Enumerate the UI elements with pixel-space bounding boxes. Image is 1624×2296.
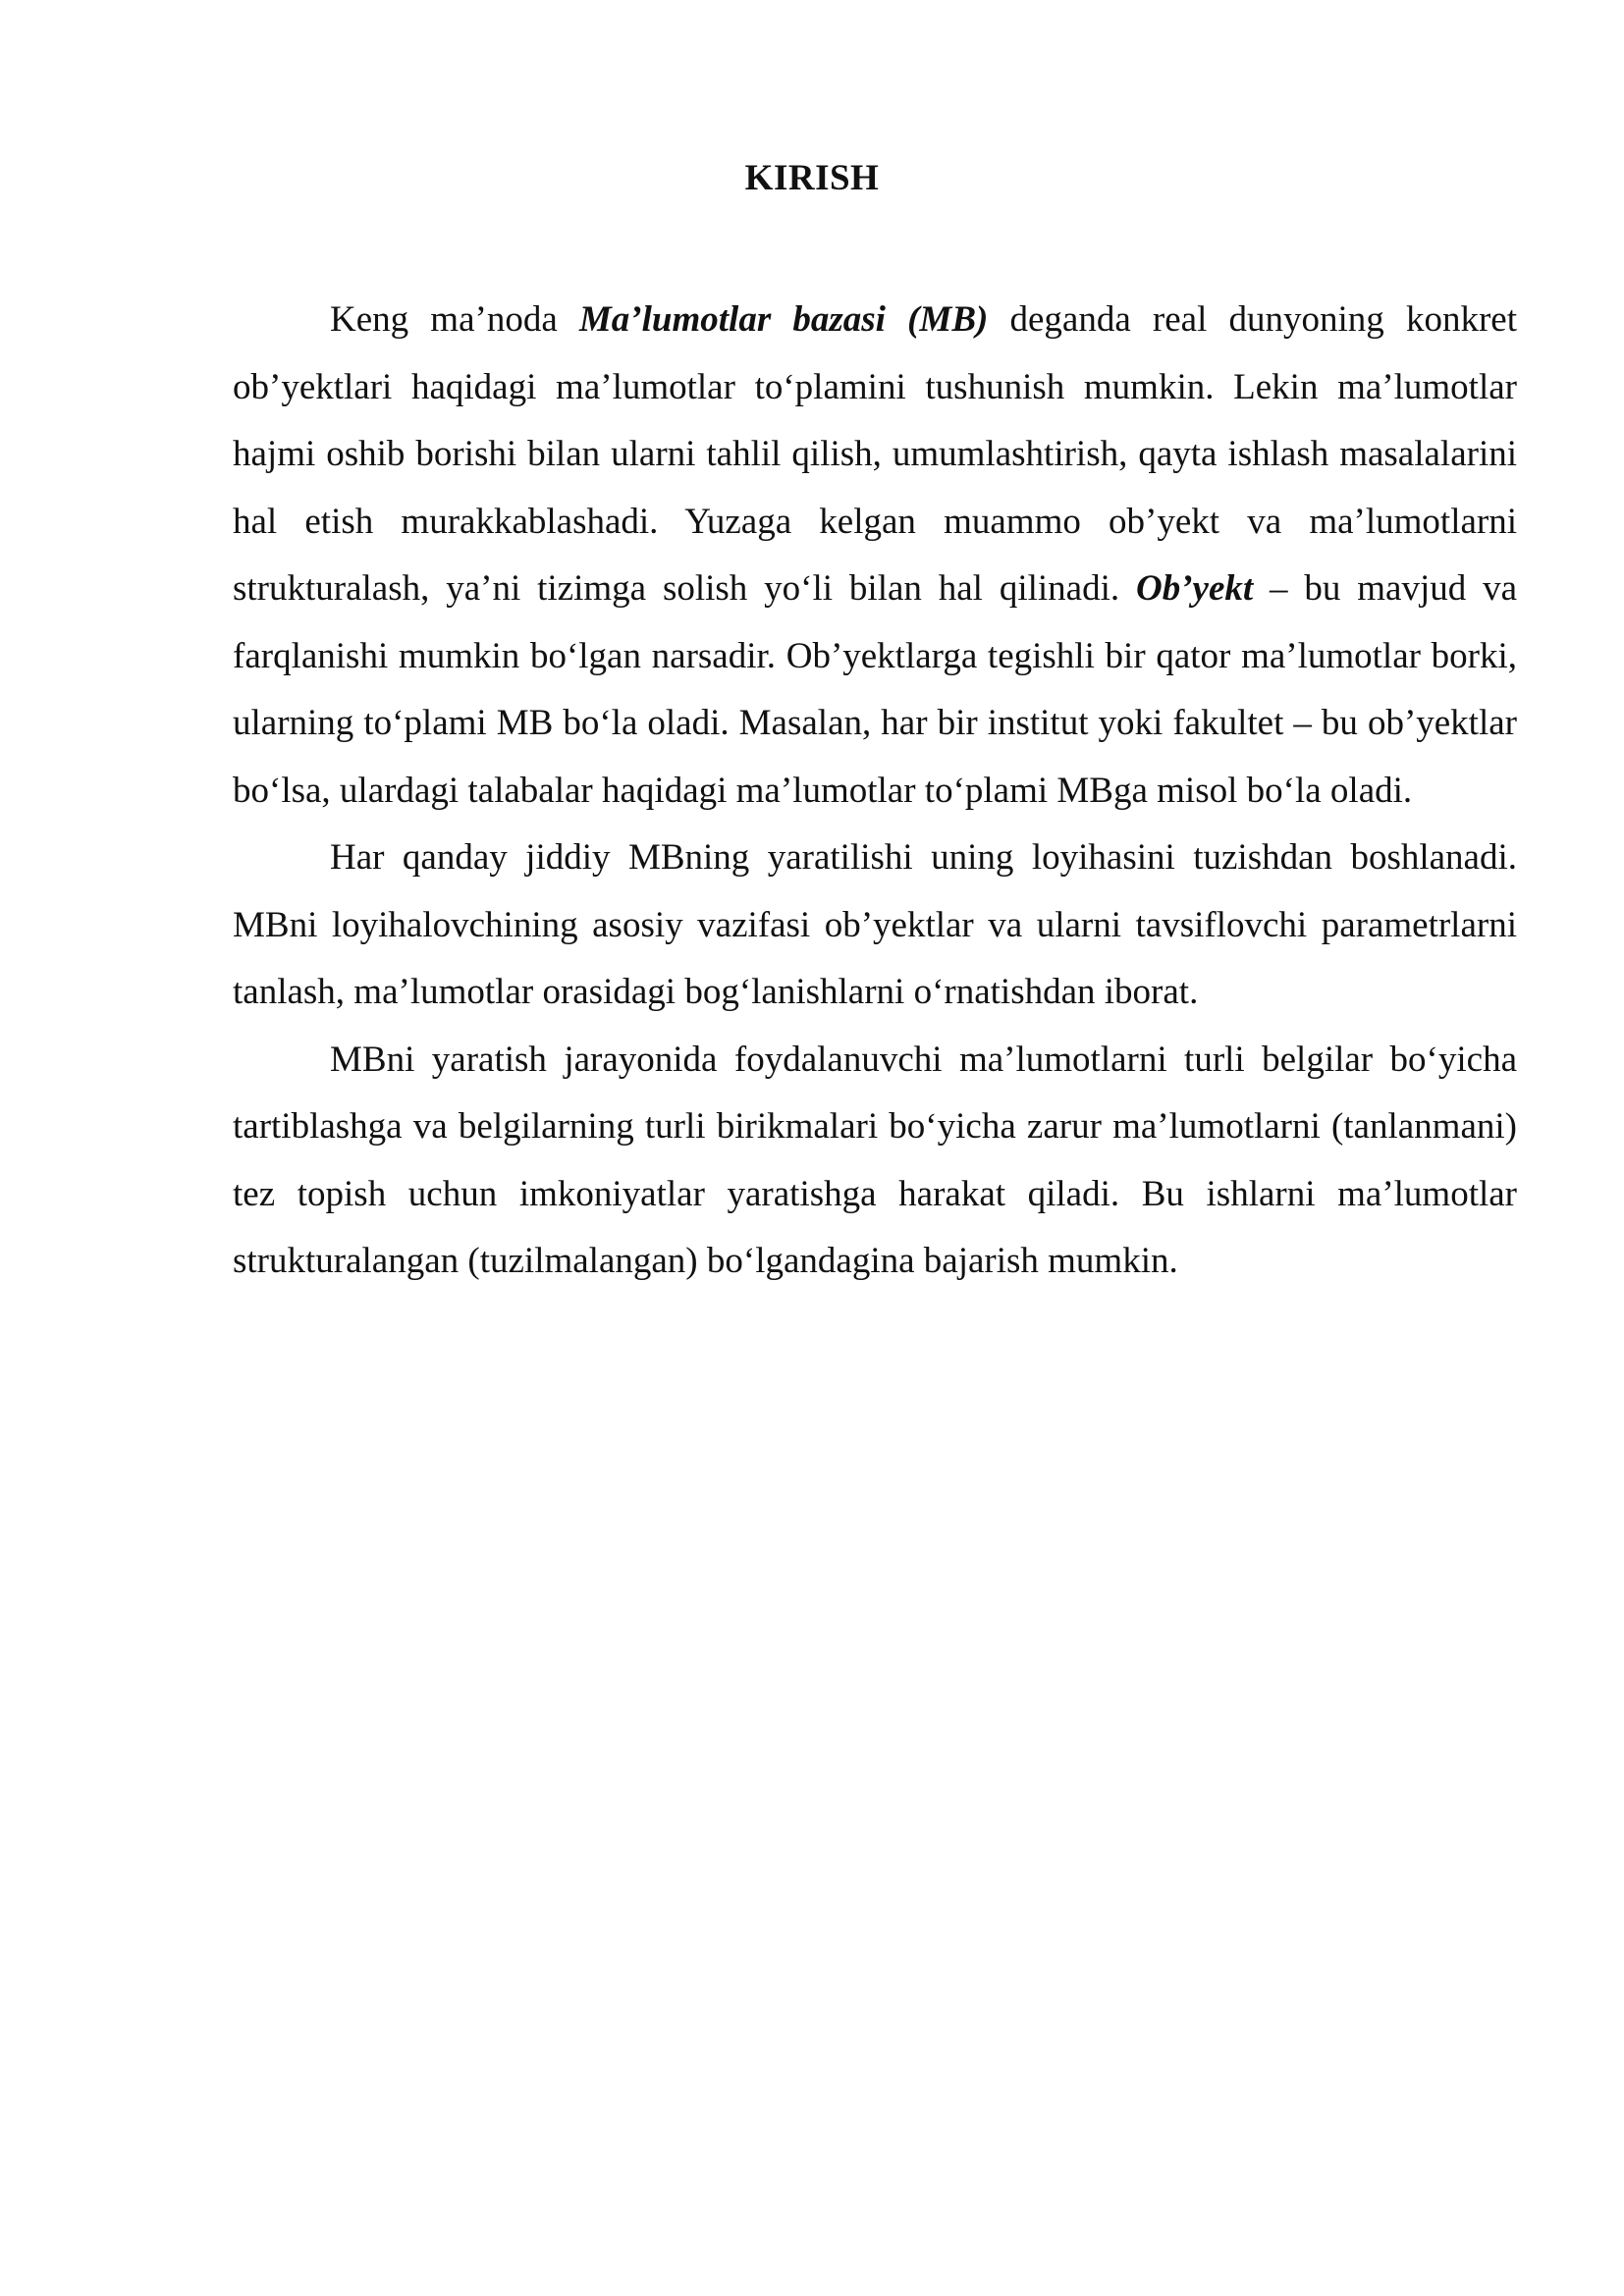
text-run: Keng ma’noda	[330, 299, 579, 340]
text-run: – bu mavjud va farqlanishi mumkin bo‘lgan narsadir. Ob’yektlarga tegishli bir qator ma’lumotlar borki, ularning to‘plami MB bo‘la oladi. Masalan, har bir institut yoki fakultet – bu ob’yektlar bo‘lsa, ulardagi talabalar haqidagi ma’lumotlar to‘plami MBga misol bo‘la oladi.	[233, 568, 1518, 811]
text-run: Har qanday jiddiy MBning yaratilishi uning loyihasini tuzishdan boshlanadi. MBni loyihalovchining asosiy vazifasi ob’yektlar va ularni tavsiflovchi parametrlarni tanlash, ma’lumotlar orasidagi bog‘lanishlarni o‘rnatishdan iborat.	[233, 837, 1517, 1012]
page-title: KIRISH	[744, 158, 880, 198]
term-obyekt: Ob’yekt	[1135, 568, 1254, 609]
paragraph-intro	[233, 287, 1517, 825]
term-malumotlar-bazasi: Ma’lumotlar bazasi (MB)	[578, 299, 989, 340]
paragraph-structure	[233, 1027, 1517, 1296]
text-run: MBni yaratish jarayonida foydalanuvchi ma’lumotlarni turli belgilar bo‘yicha tartiblashga va belgilarning turli birikmalari bo‘yicha zarur ma’lumotlarni (tanlanmani) tez topish uchun imkoniyatlar yaratishga harakat qiladi. Bu ishlarni ma’lumotlar strukturalangan (tuzilmalangan) bo‘lgandagina bajarish mumkin.	[233, 1039, 1517, 1281]
document-body	[233, 287, 1517, 1296]
text-run: deganda real dunyoning konkret ob’yektlari haqidagi ma’lumotlar to‘plamini tushunish mumkin. Lekin ma’lumotlar hajmi oshib borishi bilan ularni tahlil qilish, umumlashtirish, qayta ishlash masalalarini hal etish murakkablashadi. Yuzaga kelgan muammo ob’yekt va ma’lumotlarni strukturalash, ya’ni tizimga solish yo‘li bilan hal qilinadi.	[233, 299, 1517, 609]
paragraph-design	[233, 825, 1517, 1027]
